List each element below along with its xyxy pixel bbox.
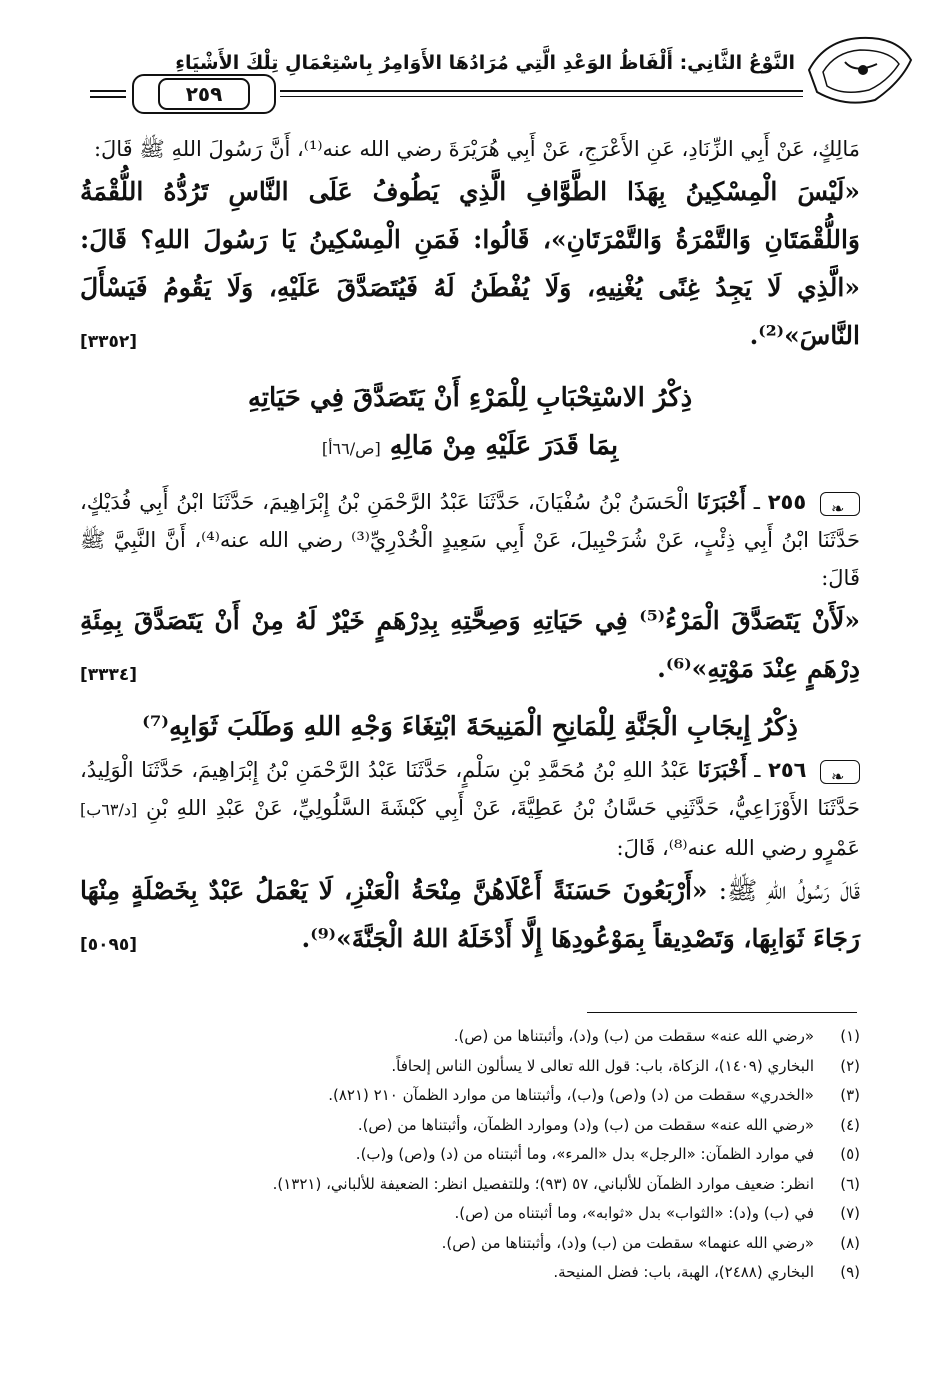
hadith-reference: [٣٣٥٢] [80, 332, 138, 352]
footnote-number: (٤) [840, 1115, 860, 1134]
header-rule [280, 96, 803, 97]
page-header [90, 30, 915, 120]
footnote [80, 1022, 860, 1052]
section-heading: ذِكْرُ إِيجَابِ الْجَنَّةِ لِلْمَانِحِ الْمَنِيحَةَ ابْتِغَاءَ وَجْهِ اللهِ وَطَلَبَ ثَوَابِهِ⁽⁷⁾ [142, 712, 798, 742]
footnote-number: (٢) [840, 1056, 860, 1075]
footnote-number: (٣) [840, 1086, 860, 1104]
hadith-text [80, 867, 860, 963]
hadith-text [80, 168, 860, 360]
footnotes [80, 1022, 860, 1288]
section-heading-text: بِمَا قَدَرَ عَلَيْهِ مِنْ مَالِهِ [389, 431, 619, 461]
page-number-frame [132, 74, 276, 114]
footnote-number: (١) [840, 1027, 860, 1045]
hadith-marker-icon [820, 492, 860, 516]
isnad-continuation: مَالِكٍ، عَنْ أَبِي الزِّنَادِ، عَنِ الأَعْرَجِ، عَنْ أَبِي هُرَيْرَةَ رضي الله عنه⁽¹⁾، أَنَّ رَسُولَ اللهِ ﷺ قَالَ: [93, 137, 860, 161]
hadith-reference: [٣٣٣٤] [80, 665, 138, 685]
manuscript-page-ref: [ص/٦٦أ] [321, 439, 381, 458]
header-rule [280, 90, 803, 92]
header-rule [90, 90, 126, 92]
isnad-256 [80, 751, 860, 867]
footnote-text: البخاري (٢٤٨٨)، الهبة، باب: فضل المنيحة. [553, 1263, 814, 1281]
header-rule [90, 96, 126, 98]
isnad-text: الْحَسَنُ بْنُ سُفْيَانَ، حَدَّثَنَا عَبْدُ الرَّحْمَنِ بْنُ إِبْرَاهِيمَ، حَدَّثَنَا ابْنُ أَبِي فُدَيْكٍ، حَدَّثَنَا ابْنُ أَبِي ذِئْبٍ، عَنْ شُرَحْبِيلَ، عَنْ أَبِي سَعِيدٍ الْخُدْرِيِّ⁽³⁾ رضي الله عنه⁽⁴⁾، أَنَّ النَّبِيَّ ﷺ قَالَ: [80, 490, 861, 590]
footnote-text: «رضي الله عنهما» سقطت من (ب) و(د)، وأثبتناها من (ص). [441, 1233, 814, 1252]
footnote [80, 1199, 860, 1229]
footnote-number: (٥) [840, 1145, 860, 1163]
footnote-text: في (ب) و(د): «الثواب» بدل «ثوابه»، وما أثبتناه من (ص). [454, 1204, 814, 1222]
isnad-255 [80, 483, 860, 597]
footnote [80, 1052, 860, 1082]
running-title: النَّوْعُ الثَّانِي: أَلْفَاظُ الوَعْدِ الَّتِي مُرَادُهَا الأَوَامِرُ بِاسْتِعْمَالِ تِلْكَ الأَشْيَاءِ [175, 52, 795, 74]
corner-ornament-icon [805, 30, 915, 110]
footnote [80, 1170, 860, 1200]
footnote [80, 1140, 860, 1170]
dash: ـ [746, 758, 761, 782]
isnad-text: عَبْدُ اللهِ بْنُ مُحَمَّدِ بْنِ سَلْمٍ، حَدَّثَنَا عَبْدُ الرَّحْمَنِ بْنُ إِبْرَاهِيمَ، حَدَّثَنَا الْوَلِيدُ، حَدَّثَنَا الأَوْزَاعِيُّ، حَدَّثَنِي حَسَّانُ بْنُ عَطِيَّةَ، عَنْ أَبِي كَبْشَةَ السَّلُولِيِّ، عَنْ عَبْدِ اللهِ بْنِ [80, 758, 860, 820]
section-heading-continued [80, 422, 860, 473]
manuscript-page-ref: [د/٦٣ب] [80, 800, 138, 819]
spacer [80, 360, 860, 374]
dash: ـ [745, 490, 760, 514]
footnote [80, 1111, 860, 1141]
narration-lead: أَخْبَرَنَا [696, 489, 746, 514]
hadith-marker-icon [820, 760, 860, 784]
hadith-lead: قَالَ رَسُولُ اللهِ ﷺ: [718, 876, 861, 905]
footnote [80, 1258, 860, 1288]
spacer [80, 473, 860, 483]
footnote-text: «الخدري» سقطت من (د) و(ص) و(ب)، وأثبتناها من موارد الظمآن ٢١٠ (٨٢١). [328, 1086, 814, 1104]
footnote-text: في موارد الظمآن: «الرجل» بدل «المرء»، وما أثبتناه من (د) و(ص) و(ب). [355, 1145, 814, 1163]
footnote-text: «رضي الله عنه» سقطت من (ب) و(د)، وأثبتناها من (ص). [453, 1027, 814, 1045]
footnote-text: البخاري (١٤٠٩)، الزكاة، باب: قول الله تعالى لا يسألون الناس إلحافاً. [391, 1056, 814, 1075]
hadith-body: «لَأَنْ يَتَصَدَّقَ الْمَرْءُ⁽⁵⁾ فِي حَيَاتِهِ وَصِحَّتِهِ بِدِرْهَمٍ خَيْرٌ لَهُ مِنْ أَنْ يَتَصَدَّقَ بِمِئَةِ دِرْهَمٍ عِنْدَ مَوْتِهِ»⁽⁶⁾. [80, 606, 860, 683]
spacer [80, 693, 860, 703]
hadith-body: «لَيْسَ الْمِسْكِينُ بِهَذَا الطَّوَّافِ الَّذِي يَطُوفُ عَلَى النَّاسِ تَرُدُّهُ اللُّقْمَةُ وَاللُّقْمَتَانِ وَالتَّمْرَةُ وَالتَّمْرَتَانِ»، قَالُوا: فَمَنِ الْمِسْكِينُ يَا رَسُولَ اللهِ؟ قَالَ: «الَّذِي لَا يَجِدُ غِنًى يُغْنِيهِ، وَلَا يُفْطَنُ لَهُ فَيُتَصَدَّقَ عَلَيْهِ، وَلَا يَقُومُ فَيَسْأَلَ النَّاسَ»⁽²⁾. [80, 177, 860, 350]
footnote-separator [587, 1012, 857, 1013]
narration-lead: أَخْبَرَنَا [697, 757, 747, 782]
footnote [80, 1081, 860, 1111]
footnote-text: انظر: ضعيف موارد الظمآن للألباني، ٥٧ (٩٣)؛ وللتفصيل انظر: الضعيفة للألباني، (١٣٢١). [272, 1174, 814, 1193]
footnote-text: «رضي الله عنه» سقطت من (ب) و(د) وموارد الظمآن، وأثبتناها من (ص). [357, 1115, 814, 1134]
hadith-text [80, 597, 860, 693]
footnote-number: (٨) [840, 1233, 860, 1252]
footnote-number: (٦) [840, 1174, 860, 1193]
page-number: ٢٥٩ [158, 78, 251, 110]
main-text [80, 130, 860, 969]
hadith-number: ٢٥٦ [768, 758, 807, 782]
hadith-reference: [٥٠٩٥] [80, 935, 138, 955]
section-heading: ذِكْرُ الاسْتِحْبَابِ لِلْمَرْءِ أَنْ يَتَصَدَّقَ فِي حَيَاتِهِ [247, 383, 693, 413]
hadith-body: «أَرْبَعُونَ حَسَنَةً أَعْلَاهُنَّ مِنْحَةُ الْعَنْزِ، لَا يَعْمَلُ عَبْدٌ بِخَصْلَةٍ مِنْهَا رَجَاءَ ثَوَابِهَا، وَتَصْدِيقاً بِمَوْعُودِهَا إِلَّا أَدْخَلَهُ اللهُ الْجَنَّةَ»⁽⁹⁾. [80, 876, 860, 953]
footnote-number: (٩) [840, 1263, 860, 1281]
isnad-text: عَمْرٍو رضي الله عنه⁽⁸⁾، قَالَ: [616, 836, 860, 860]
hadith-number: ٢٥٥ [767, 490, 807, 514]
footnote-number: (٧) [840, 1204, 860, 1222]
footnote [80, 1229, 860, 1259]
